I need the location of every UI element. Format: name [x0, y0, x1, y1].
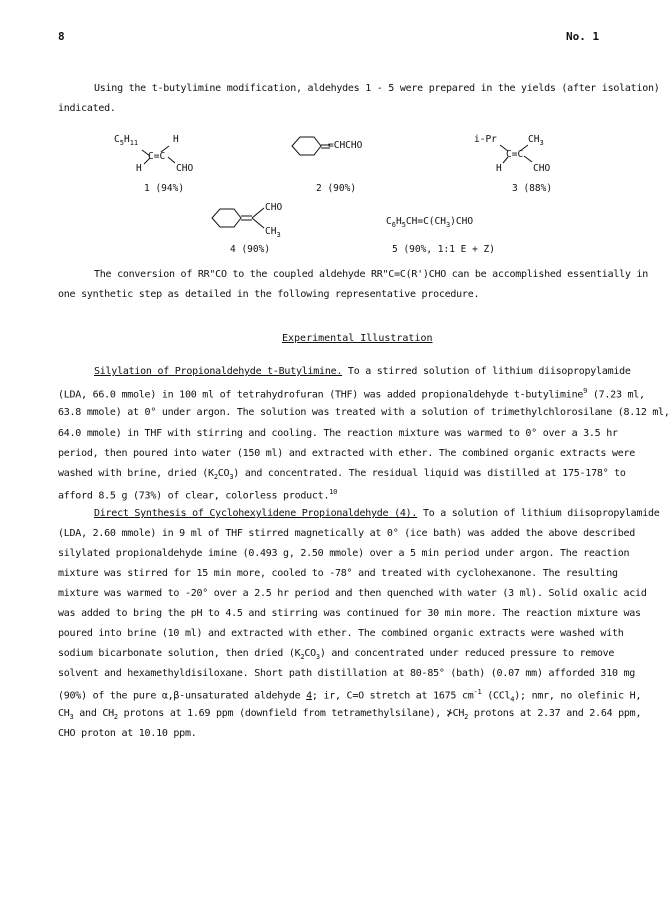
direct-line-1 [94, 508, 660, 519]
direct-line-4: mixture was stirred for 15 min more, cooled to -78° and treated with cyclohexanone. The resulting [58, 568, 618, 579]
s1-cho: CHO [176, 163, 194, 174]
direct-heading: Direct Synthesis of Cyclohexylidene Propionaldehyde (4). [94, 508, 418, 519]
direct-line-9: solvent and hexamethyldisiloxane. Short path distillation at 80-85° (bath) (0.07 mm) afforded 310 mg [58, 668, 636, 679]
ref-9: 9 [583, 387, 588, 395]
silylation-text-2: (LDA, 66.0 mmole) in 100 ml of tetrahydrofuran (THF) was added propionaldehyde t-butylimine [58, 389, 584, 401]
silylation-line-2 [58, 387, 645, 400]
silylation-line-5: period, then poured into water (150 ml) and extracted with ether. The combined organic extracts were [58, 448, 636, 459]
s3-ipr: i-Pr [474, 134, 497, 145]
direct-line-3: silylated propionaldehyde imine (0.493 g, 2.50 mmole) over a 5 min period under argon. The reaction [58, 548, 630, 559]
silylation-text-1: To a stirred solution of lithium diisopropylamide [347, 366, 631, 377]
s3-cc: C=C [506, 149, 524, 160]
silylation-line-1 [94, 366, 631, 377]
direct-line-2: (LDA, 2.60 mmole) in 9 ml of THF stirred magnetically at 0° (ice bath) was added the above described [58, 528, 636, 539]
s2-label: 2 (90%) [316, 183, 357, 194]
s3-label: 3 (88%) [512, 183, 553, 194]
section-title: Experimental Illustration [282, 333, 433, 344]
silylation-line-4: 64.0 mmole) in THF with stirring and cooling. The reaction mixture was warmed to 0° over a 3.5 hr [58, 428, 618, 439]
direct-line-12: CHO proton at 10.10 ppm. [58, 728, 197, 739]
s3-ch3: $CH_3$ [528, 134, 544, 147]
s1-label: 1 (94%) [144, 183, 185, 194]
s3-h-bot: H [496, 163, 502, 174]
issue-number: No. 1 [566, 30, 600, 43]
s1-h-top: H [173, 134, 179, 145]
direct-line-11: $CH_3$ and $CH_2$ protons at 1.69 ppm (downfield from tetramethylsilane), $⊁CH_2$ protons at 2.37 and 2.64 ppm, [58, 708, 642, 721]
s2-group: =CHCHO [328, 140, 363, 151]
s5-label: 5 (90%, 1:1 E + Z) [392, 244, 495, 255]
s4-cho: CHO [265, 202, 283, 213]
intro-line-1: Using the t-butylimine modification, aldehydes 1 - 5 were prepared in the yields (after isolation) [94, 83, 660, 94]
silylation-text-3: (7.23 ml, [592, 389, 645, 401]
silylation-line-7 [58, 488, 337, 501]
direct-line-10: (90%) of the pure α,β-unsaturated aldehyde 4; ir, C=O stretch at 1675 $cm^{-1}$ (CCl$_4$); nmr, no olefinic H, [58, 688, 642, 704]
silylation-line-3: 63.8 mmole) at 0° under argon. The solution was treated with a solution of trimethylchlorosilane (8.12 ml, [58, 407, 670, 418]
s3-cho: CHO [533, 163, 551, 174]
silylation-heading: Silylation of Propionaldehyde t-Butylimine. [94, 366, 343, 377]
direct-line-6: was added to bring the pH to 4.5 and stirring was continued for 30 min more. The reaction mixture was [58, 608, 641, 619]
direct-line-8: sodium bicarbonate solution, then dried $(K_2CO_3)$ and concentrated under reduced pressure to remove [58, 648, 615, 661]
intro-line-2: indicated. [58, 103, 116, 114]
s1-alkyl: $C_5H_{11}$ [114, 134, 139, 147]
direct-text-1: To a solution of lithium diisopropylamide [422, 508, 660, 519]
page-number: 8 [58, 30, 65, 43]
conversion-line-1: The conversion of RR"CO to the coupled aldehyde RR"C=C(R')CHO can be accomplished essentially in [94, 269, 648, 280]
conversion-line-2: one synthetic step as detailed in the following representative procedure. [58, 289, 480, 300]
s5-formula: $C_6H_5CH=C(CH_3)CHO$ [386, 216, 474, 229]
direct-line-7: poured into brine (10 ml) and extracted with ether. The combined organic extracts were washed with [58, 628, 624, 639]
silylation-text-8: afford 8.5 g (73%) of clear, colorless product. [58, 490, 330, 502]
s4-ch3: $CH_3$ [265, 226, 281, 239]
s4-label: 4 (90%) [230, 244, 271, 255]
silylation-line-6: washed with brine, dried $(K_2CO_3)$ and concentrated. The residual liquid was distilled at 175-178° to [58, 468, 626, 481]
ref-10: 10 [329, 488, 338, 496]
s1-h-bot: H [136, 163, 142, 174]
s1-cc: C=C [148, 151, 166, 162]
direct-line-5: mixture was warmed to -20° over a 2.5 hr period and then quenched with water (3 ml). Solid oxalic acid [58, 588, 647, 599]
